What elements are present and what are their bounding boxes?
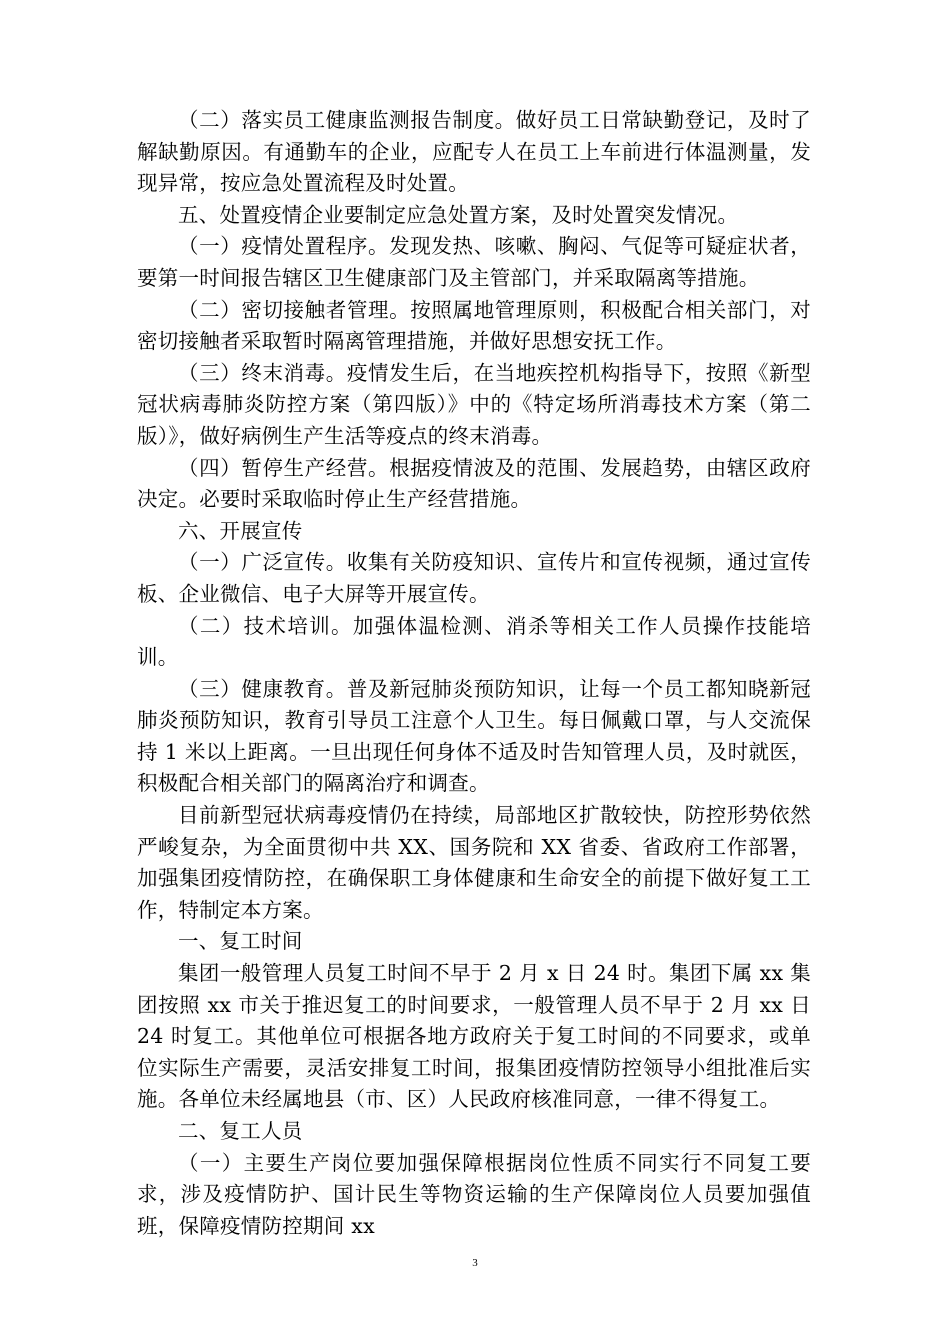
paragraph: （二）落实员工健康监测报告制度。做好员工日常缺勤登记，及时了解缺勤原因。有通勤车的企业，应配专人在员工上车前进行体温测量，发现异常，按应急处置流程及时处置。 [137,108,811,196]
paragraph: （三）健康教育。普及新冠肺炎预防知识，让每一个员工都知晓新冠肺炎预防知识，教育引导员工注意个人卫生。每日佩戴口罩，与人交流保持 1 米以上距离。一旦出现任何身体不适及时告知管理人员，及时就医，积极配合相关部门的隔离治疗和调查。 [137,676,811,796]
paragraph: （四）暂停生产经营。根据疫情波及的范围、发展趋势，由辖区政府决定。必要时采取临时停止生产经营措施。 [137,455,811,512]
document-body [137,105,811,1242]
paragraph: （一）疫情处置程序。发现发热、咳嗽、胸闷、气促等可疑症状者，要第一时间报告辖区卫生健康部门及主管部门，并采取隔离等措施。 [137,234,811,290]
paragraph: （二）技术培训。加强体温检测、消杀等相关工作人员操作技能培训。 [137,613,811,670]
page-number: 3 [472,1257,478,1269]
paragraph: （三）终末消毒。疫情发生后，在当地疾控机构指导下，按照《新型冠状病毒肺炎防控方案（第四版）》中的《特定场所消毒技术方案（第二版）》，做好病例生产生活等疫点的终末消毒。 [137,360,811,448]
paragraph: （一）主要生产岗位要加强保障根据岗位性质不同实行不同复工要求，涉及疫情防护、国计民生等物资运输的生产保障岗位人员要加强值班，保障疫情防控期间 xx [137,1150,811,1238]
section-heading: 五、处置疫情企业要制定应急处置方案，及时处置突发情况。 [178,202,739,227]
section-heading: 六、开展宣传 [178,518,303,543]
section-heading: 一、复工时间 [178,929,303,954]
section-heading: 二、复工人员 [178,1119,303,1143]
paragraph: （一）广泛宣传。收集有关防疫知识、宣传片和宣传视频，通过宣传板、企业微信、电子大屏等开展宣传。 [137,550,811,606]
paragraph: （二）密切接触者管理。按照属地管理原则，积极配合相关部门，对密切接触者采取暂时隔离管理措施，并做好思想安抚工作。 [137,297,811,354]
paragraph: 目前新型冠状病毒疫情仍在持续，局部地区扩散较快，防控形势依然严峻复杂，为全面贯彻中共 XX、国务院和 XX 省委、省政府工作部署，加强集团疫情防控，在确保职工身体健康和生命安全的前提下做好复工工作，特制定本方案。 [137,803,811,922]
paragraph: 集团一般管理人员复工时间不早于 2 月 x 日 24 时。集团下属 xx 集团按照 xx 市关于推迟复工的时间要求，一般管理人员不早于 2 月 xx 日 24 时复工。其他单位可根据各地方政府关于复工时间的不同要求，或单位实际生产需要，灵活安排复工时间，报集团疫情防控领导小组批准后实施。各单位未经属地县（市、区）人民政府核准同意，一律不得复工。 [137,961,811,1112]
